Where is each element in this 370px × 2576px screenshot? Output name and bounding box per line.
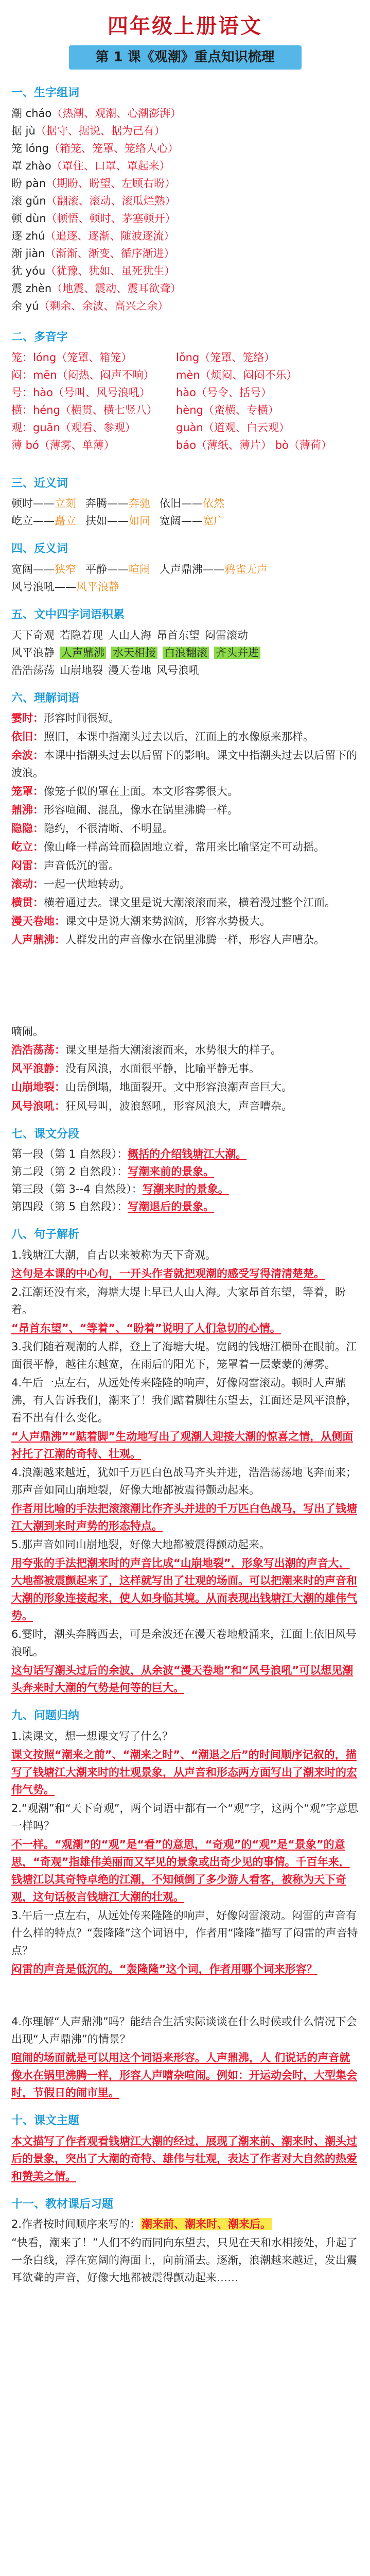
four-char-row (11, 626, 359, 644)
word-pair-row (11, 561, 359, 578)
four-char-word: 山崩地裂 (60, 664, 103, 676)
character-pinyin: 逐 zhú (11, 229, 45, 242)
word-meaning-definition: 狂风号叫，波浪怒吼，形容风浪大，声音嘈杂。 (65, 1099, 292, 1112)
paragraph-division-item (11, 1145, 359, 1163)
four-char-word: 人声鼎沸 (60, 647, 106, 659)
word-meaning-term: 鼎沸： (11, 804, 44, 817)
character-words: （追逐、逐渐、随波逐流） (45, 229, 175, 242)
word-meaning-definition: 嘀闹。 (11, 1025, 44, 1038)
word-meaning-term: 横贯： (11, 896, 44, 909)
character-row (11, 105, 359, 122)
antonym-list (11, 561, 359, 596)
section-heading-characters: 一、生字组词 (11, 87, 80, 100)
exercise-block (11, 2215, 359, 2286)
word-pair-row (11, 512, 359, 530)
polyphone-reading-b: hèng（蛮横、专横） (176, 403, 279, 416)
word-meaning-definition: 照旧，本课中指潮头过去以后，江面上的水像原来那样。 (44, 731, 314, 743)
word-meaning-definition: 横着通过去。课文里是说大潮滚滚而来，横着漫过整个江面。 (44, 896, 336, 909)
exercise-passage: “快看，潮来了！”人们不约而同向东望去，只见在天和水相接处，升起了一条白线，浮在宽阔的海面上，向前涌去。逐渐，浪潮越来越近，发出震耳欲聋的声音，好像大地都被震得颤动起来…… (11, 2236, 358, 2284)
character-pinyin: 犹 yóu (11, 264, 46, 277)
word-pair-right: 依然 (203, 497, 224, 510)
word-meaning-item (11, 1078, 359, 1096)
section-heading-polyphones: 二、多音字 (11, 330, 68, 344)
four-char-word: 水天相接 (111, 647, 157, 659)
paragraph-summary: 写潮来前的景象。 (128, 1165, 215, 1178)
character-pinyin: 余 yú (11, 299, 39, 312)
polyphone-list (11, 349, 359, 454)
word-meaning-item (11, 709, 359, 727)
analysis-4: “人声鼎沸”“踮着脚”生动地写出了观潮人迎接大潮的惊喜之情，从侧面衬托了江潮的奇特、壮观。 (11, 1430, 354, 1460)
character-words: （热潮、观潮、心潮澎湃） (51, 107, 182, 120)
word-pair-right: 宽广 (203, 515, 224, 528)
analysis-6: 用夸张的手法把潮来时的声音比成“山崩地裂”，形象写出潮的声音大，大地都被震颤起来了，这样就写出了壮观的场面。可以把潮来时的声音和大潮的形象连接起来，使人如身临其境。从而表现出钱塘江大潮的雄伟气势。 (11, 1557, 357, 1622)
word-pair-left: 风号浪吼—— (11, 580, 76, 593)
polyphone-row (11, 419, 359, 436)
character-pinyin: 顿 dùn (11, 212, 46, 225)
question-4: 4.你理解“人声鼎沸”吗？能结合生活实际谈谈在什么时候或什么情况下会出现“人声鼎沸”的情景？ (11, 2015, 357, 2046)
word-meaning-definition: 像山峰一样高耸而稳固地立着，常用来比喻坚定不可动摇。 (44, 841, 325, 854)
word-meaning-term: 霎时： (11, 712, 44, 725)
polyphone-reading-a: 横：héng（横贯、横七竖八） (11, 403, 157, 416)
word-meaning-term: 人声鼎沸： (11, 934, 65, 946)
paragraph-range: 第四段（第 5 自然段）： (11, 1200, 128, 1213)
character-row (11, 210, 359, 227)
character-row (11, 157, 359, 175)
word-meaning-term: 滚动： (11, 878, 44, 891)
analysis-2: “昂首东望”、“等着”、“盼着”说明了人们急切的心情。 (11, 1321, 281, 1334)
word-meaning-list (11, 709, 359, 948)
word-meaning-item (11, 747, 359, 782)
word-meaning-item (11, 838, 359, 856)
word-meaning-item (11, 801, 359, 819)
word-meaning-term: 隐隐： (11, 822, 44, 835)
four-char-word: 浩浩荡荡 (11, 664, 55, 676)
word-meaning-definition: 课文里是指大潮滚滚而来，水势很大的样子。 (65, 1044, 281, 1057)
word-meaning-item (11, 1097, 359, 1115)
section-heading-paragraphs: 七、课文分段 (11, 1127, 80, 1141)
paragraph-summary: 写潮来时的景象。 (142, 1183, 229, 1196)
four-char-word: 人山人海 (108, 629, 151, 641)
word-meaning-definition: 声音低沉的雷。 (44, 859, 119, 872)
section-heading-synonyms: 三、近义词 (11, 477, 68, 490)
section-heading-antonyms: 四、反义词 (11, 543, 68, 556)
word-meaning-definition: 形容喧闹、混乱，像水在锅里沸腾一样。 (44, 804, 238, 817)
paragraph-division-item (11, 1163, 359, 1180)
sentence-6: 5.那声音如同山崩地裂，好像大地都被震得颤动起来。 (11, 1538, 271, 1551)
word-meaning-definition: 像笼子似的罩在上面。本文形容雾很大。 (44, 785, 238, 798)
character-pinyin: 罩 zhào (11, 159, 51, 172)
word-pair-right: 矗立 (55, 515, 76, 528)
word-meaning-definition: 没有风浪，水面很平静，比喻平静无事。 (65, 1062, 260, 1075)
polyphone-reading-b: hào（号令、括号） (176, 386, 272, 399)
character-row (11, 192, 359, 210)
analysis-1: 这句是本课的中心句，一开头作者就把观潮的感受写得清清楚楚。 (11, 1267, 325, 1280)
paragraph-summary: 写潮退后的景象。 (128, 1200, 215, 1213)
character-pinyin: 滚 gǔn (11, 194, 46, 207)
four-char-word: 漫天卷地 (108, 664, 151, 676)
character-pinyin: 盼 pàn (11, 177, 46, 190)
four-char-word: 风号浪吼 (156, 664, 200, 676)
word-meaning-term: 风号浪吼： (11, 1099, 65, 1112)
exercise-order-highlight: 潮来前、潮来时、潮来后。 (142, 2218, 272, 2231)
word-pair-right: 喧闹 (129, 563, 150, 575)
polyphone-reading-b: báo（薄纸、薄片） bò（薄荷） (176, 438, 332, 451)
character-words: （据守、据说、据为己有） (35, 124, 165, 137)
word-meaning-item (11, 875, 359, 893)
four-char-word: 白浪翻滚 (163, 647, 209, 659)
question-2: 2.“观潮”和“天下奇观”，两个词语中都有一个“观”字，这两个“观”字意思一样吗？ (11, 1802, 359, 1832)
word-pair-right: 狭窄 (55, 563, 76, 575)
four-char-word: 闷雷滚动 (205, 629, 248, 641)
word-meaning-term: 漫天卷地： (11, 915, 65, 928)
word-meaning-term: 笼罩： (11, 785, 44, 798)
word-meaning-definition: 山岳倒塌，地面裂开。文中形容浪潮声音巨大。 (65, 1081, 292, 1094)
polyphone-reading-b: lǒng（笼罩、笼络） (176, 351, 275, 364)
word-meaning-definition: 课文中是说大潮来势汹汹，形容水势极大。 (65, 915, 271, 928)
word-pair-left: 屹立—— (11, 515, 55, 528)
four-char-word: 天下奇观 (11, 629, 55, 641)
character-pinyin: 渐 jiàn (11, 247, 45, 260)
polyphone-row (11, 349, 359, 366)
word-pair-left: 奔腾—— (85, 497, 129, 510)
polyphone-reading-a: 闷：mēn（闷热、闷声不响） (11, 368, 154, 381)
word-meaning-term: 屹立： (11, 841, 44, 854)
theme-text: 本文描写了作者观看钱塘江大潮的经过，展现了潮来前、潮来时、潮头过后的景象，突出了大潮的奇特、雄伟与壮观，表达了作者对大自然的热爱和赞美之情。 (11, 2134, 357, 2182)
word-meaning-item (11, 857, 359, 874)
character-row (11, 122, 359, 140)
section-heading-theme: 十、课文主题 (11, 2114, 80, 2128)
four-char-word: 风平浪静 (11, 646, 55, 659)
word-meaning-term: 山崩地裂： (11, 1081, 65, 1094)
character-words: （地震、震动、震耳欲聋） (51, 282, 182, 295)
word-meaning-term: 余波： (11, 749, 44, 762)
word-meaning-item (11, 728, 359, 745)
character-row (11, 280, 359, 297)
question-3: 3.午后一点左右，从远处传来隆隆的响声，好像闷雷滚动。闷雷的声音有什么样的特点？“轰隆隆”这个词语中，作者用“隆隆”描写了闷雷的声音特点？ (11, 1909, 358, 1957)
word-pair-right: 风平浪静 (76, 580, 119, 593)
word-pair-right: 立刻 (55, 497, 76, 510)
paragraph-range: 第二段（第 2 自然段）： (11, 1165, 128, 1178)
character-words: （犹豫、犹如、虽死犹生） (45, 264, 175, 277)
word-meaning-item (11, 931, 359, 948)
section-heading-exercises: 十一、教材课后习题 (11, 2197, 114, 2211)
character-pinyin: 潮 cháo (11, 107, 52, 120)
polyphone-row (11, 366, 359, 384)
word-meaning-term: 闷雷： (11, 859, 44, 872)
word-meaning-item (11, 1023, 359, 1040)
word-pair-row (11, 578, 359, 596)
polyphone-reading-a: 薄 bó（薄雾、单薄） (11, 438, 115, 451)
character-words: （罩住、口罩、罩起来） (51, 159, 170, 172)
analysis-5: 作者用比喻的手法把滚滚潮比作齐头并进的千万匹白色战马，写出了钱塘江大潮到来时声势的形态特点。 (11, 1502, 357, 1533)
four-char-word-list (11, 626, 359, 679)
character-pinyin: 笼 lóng (11, 142, 49, 155)
paragraph-range: 第一段（第 1 自然段）： (11, 1148, 128, 1161)
four-char-row (11, 662, 359, 679)
word-pair-left: 依旧—— (160, 497, 203, 510)
section-heading-sentence-analysis: 八、句子解析 (11, 1228, 80, 1242)
four-char-row (11, 644, 359, 662)
paragraph-division-item (11, 1198, 359, 1215)
word-meaning-item (11, 1060, 359, 1077)
character-words: （渐渐、渐变、循序渐进） (45, 247, 175, 260)
word-meaning-item (11, 820, 359, 837)
character-list (11, 105, 359, 315)
paragraph-range: 第三段（第 3--4 自然段）： (11, 1183, 143, 1196)
character-row (11, 262, 359, 280)
word-meaning-item (11, 912, 359, 930)
sentence-4: 4.午后一点左右，从远处传来隆隆的响声，好像闷雷滚动。顿时人声鼎沸，有人告诉我们，潮来了！我们踮着脚往东望去，江面还是风平浪静，看不出有什么变化。 (11, 1376, 357, 1424)
four-char-word: 昂首东望 (156, 629, 200, 641)
answer-1: 课文按照“潮来之前”、“潮来之时”、“潮退之后”的时间顺序记叙的，描写了钱塘江大潮来时的壮观景象，从声音和形态两方面写出了潮来时的宏伟气势。 (11, 1748, 357, 1796)
polyphone-reading-a: 号：hào（号叫、风号浪吼） (11, 386, 151, 399)
analysis-7: 这句话写潮头过后的余波，从余波“漫天卷地”和“风号浪吼”可以想见潮头奔来时大潮的气势是何等的巨大。 (11, 1664, 354, 1694)
polyphone-row (11, 384, 359, 401)
four-char-word: 若隐若现 (60, 629, 103, 641)
answer-2: 不一样。“观潮”的“观”是“看”的意思，“奇观”的“观”是“景象”的意思，“奇观”指雄伟美丽而又罕见的景象或出奇少见的事情。千百年来，钱塘江以其奇特卓绝的江潮，不知倾倒了多少游人看客，被称为天下奇观，这句话极言钱塘江大潮的壮观。 (11, 1838, 350, 1903)
polyphone-reading-a: 笼：lóng（笼罩、箱笼） (11, 351, 132, 364)
word-meaning-list-continued (11, 1023, 359, 1114)
sentence-1: 1.钱塘江大潮，自古以来被称为天下奇观。 (11, 1248, 217, 1261)
character-pinyin: 震 zhèn (11, 282, 52, 295)
exercise-question (11, 2215, 359, 2233)
word-meaning-term: 依旧： (11, 731, 44, 743)
sentence-2: 2.江潮还没有来，海塘大堤上早已人山人海。大家昂首东望，等着，盼着。 (11, 1285, 346, 1316)
character-row (11, 175, 359, 192)
word-meaning-definition: 一起一伏地转动。 (44, 878, 130, 891)
character-pinyin: 据 jù (11, 124, 36, 137)
word-meaning-definition: 本课中指潮头过去以后留下的影响。课文中指潮头过去以后留下的波浪。 (11, 749, 357, 779)
character-row (11, 245, 359, 262)
word-meaning-definition: 隐约，不很清晰、不明显。 (44, 822, 173, 835)
word-meaning-item (11, 1041, 359, 1059)
character-words: （翻滚、滚动、滚瓜烂熟） (46, 194, 176, 207)
polyphone-reading-b: mèn（烦闷、闷闷不乐） (176, 368, 297, 381)
sentence-3: 3.我们随着观潮的人群，登上了海塘大堤。宽阔的钱塘江横卧在眼前。江面很平静，越往东越宽，在雨后的阳光下，笼罩着一层蒙蒙的薄雾。 (11, 1340, 357, 1370)
character-row (11, 140, 359, 157)
word-pair-left: 平静—— (85, 563, 129, 575)
section-heading-questions: 九、问题归纳 (11, 1709, 80, 1723)
word-meaning-item (11, 894, 359, 911)
word-pair-left: 人声鼎沸—— (160, 563, 224, 575)
character-row (11, 297, 359, 315)
polyphone-reading-a: 观：guān（观看、参观） (11, 421, 136, 434)
word-pair-left: 扶如—— (85, 515, 129, 528)
character-words: （期盼、盼望、左顾右盼） (46, 177, 176, 190)
polyphone-row (11, 436, 359, 454)
word-pair-left: 宽阔—— (160, 515, 203, 528)
word-meaning-definition: 形容时间很短。 (44, 712, 119, 725)
word-meaning-term: 浩浩荡荡： (11, 1044, 65, 1057)
question-1: 1.读课文，想一想课文写了什么？ (11, 1730, 173, 1742)
word-pair-right: 奔驰 (129, 497, 150, 510)
lesson-subtitle: 第 1 课《观潮》重点知识梳理 (69, 45, 302, 70)
paragraph-division-item (11, 1180, 359, 1198)
polyphone-reading-b: guàn（道观、白云观） (176, 421, 290, 434)
exercise-question-text: 2.作者按时间顺序来写的： (11, 2218, 141, 2231)
paragraph-summary: 概括的介绍钱塘江大潮。 (128, 1148, 247, 1161)
word-pair-right: 如同 (129, 515, 150, 528)
main-title: 四年级上册语文 (108, 14, 262, 38)
synonym-list (11, 495, 359, 530)
sentence-5: 4.浪潮越来越近，犹如千万匹白色战马齐头并进，浩浩荡荡地飞奔而来；那声音如同山崩地裂，好像大地都被震得颤动起来。 (11, 1466, 357, 1497)
word-pair-left: 宽阔—— (11, 563, 55, 575)
word-meaning-term: 风平浪静： (11, 1062, 65, 1075)
word-meaning-definition: 人群发出的声音像水在锅里沸腾一样，形容人声嘈杂。 (65, 934, 325, 946)
sentence-analysis (11, 1246, 359, 1697)
character-row (11, 227, 359, 245)
character-words: （箱笼、笼罩、笼络人心） (49, 142, 179, 155)
question-list (11, 1727, 359, 2102)
sentence-7: 6.霎时，潮头奔腾西去，可是余波还在漫天卷地般涌来，江面上依旧风号浪吼。 (11, 1628, 357, 1658)
character-words: （剩余、余波、高兴之余） (39, 299, 169, 312)
section-heading-four-char-words: 五、文中四字词语积累 (11, 608, 125, 621)
answer-4: 喧闹的场面就是可以用这个词语来形容。人声鼎沸，人 们说话的声音就像水在锅里沸腾一样，形容人声嘈杂喧闹。例如：开运动会时，大型集会时，节假日的闹市里。 (11, 2052, 357, 2099)
word-pair-right: 鸦雀无声 (224, 563, 268, 575)
word-meaning-item (11, 783, 359, 800)
polyphone-row (11, 401, 359, 419)
four-char-word: 齐头并进 (214, 647, 260, 659)
word-pair-left: 顿时—— (11, 497, 55, 510)
word-pair-row (11, 495, 359, 512)
section-heading-word-meanings: 六、理解词语 (11, 691, 80, 705)
paragraph-division-list (11, 1145, 359, 1215)
answer-3: 闷雷的声音是低沉的。“轰隆隆”这个词，作者用哪个词来形容？ (11, 1963, 318, 1976)
character-words: （顿悟、顿时、茅塞顿开） (46, 212, 176, 225)
